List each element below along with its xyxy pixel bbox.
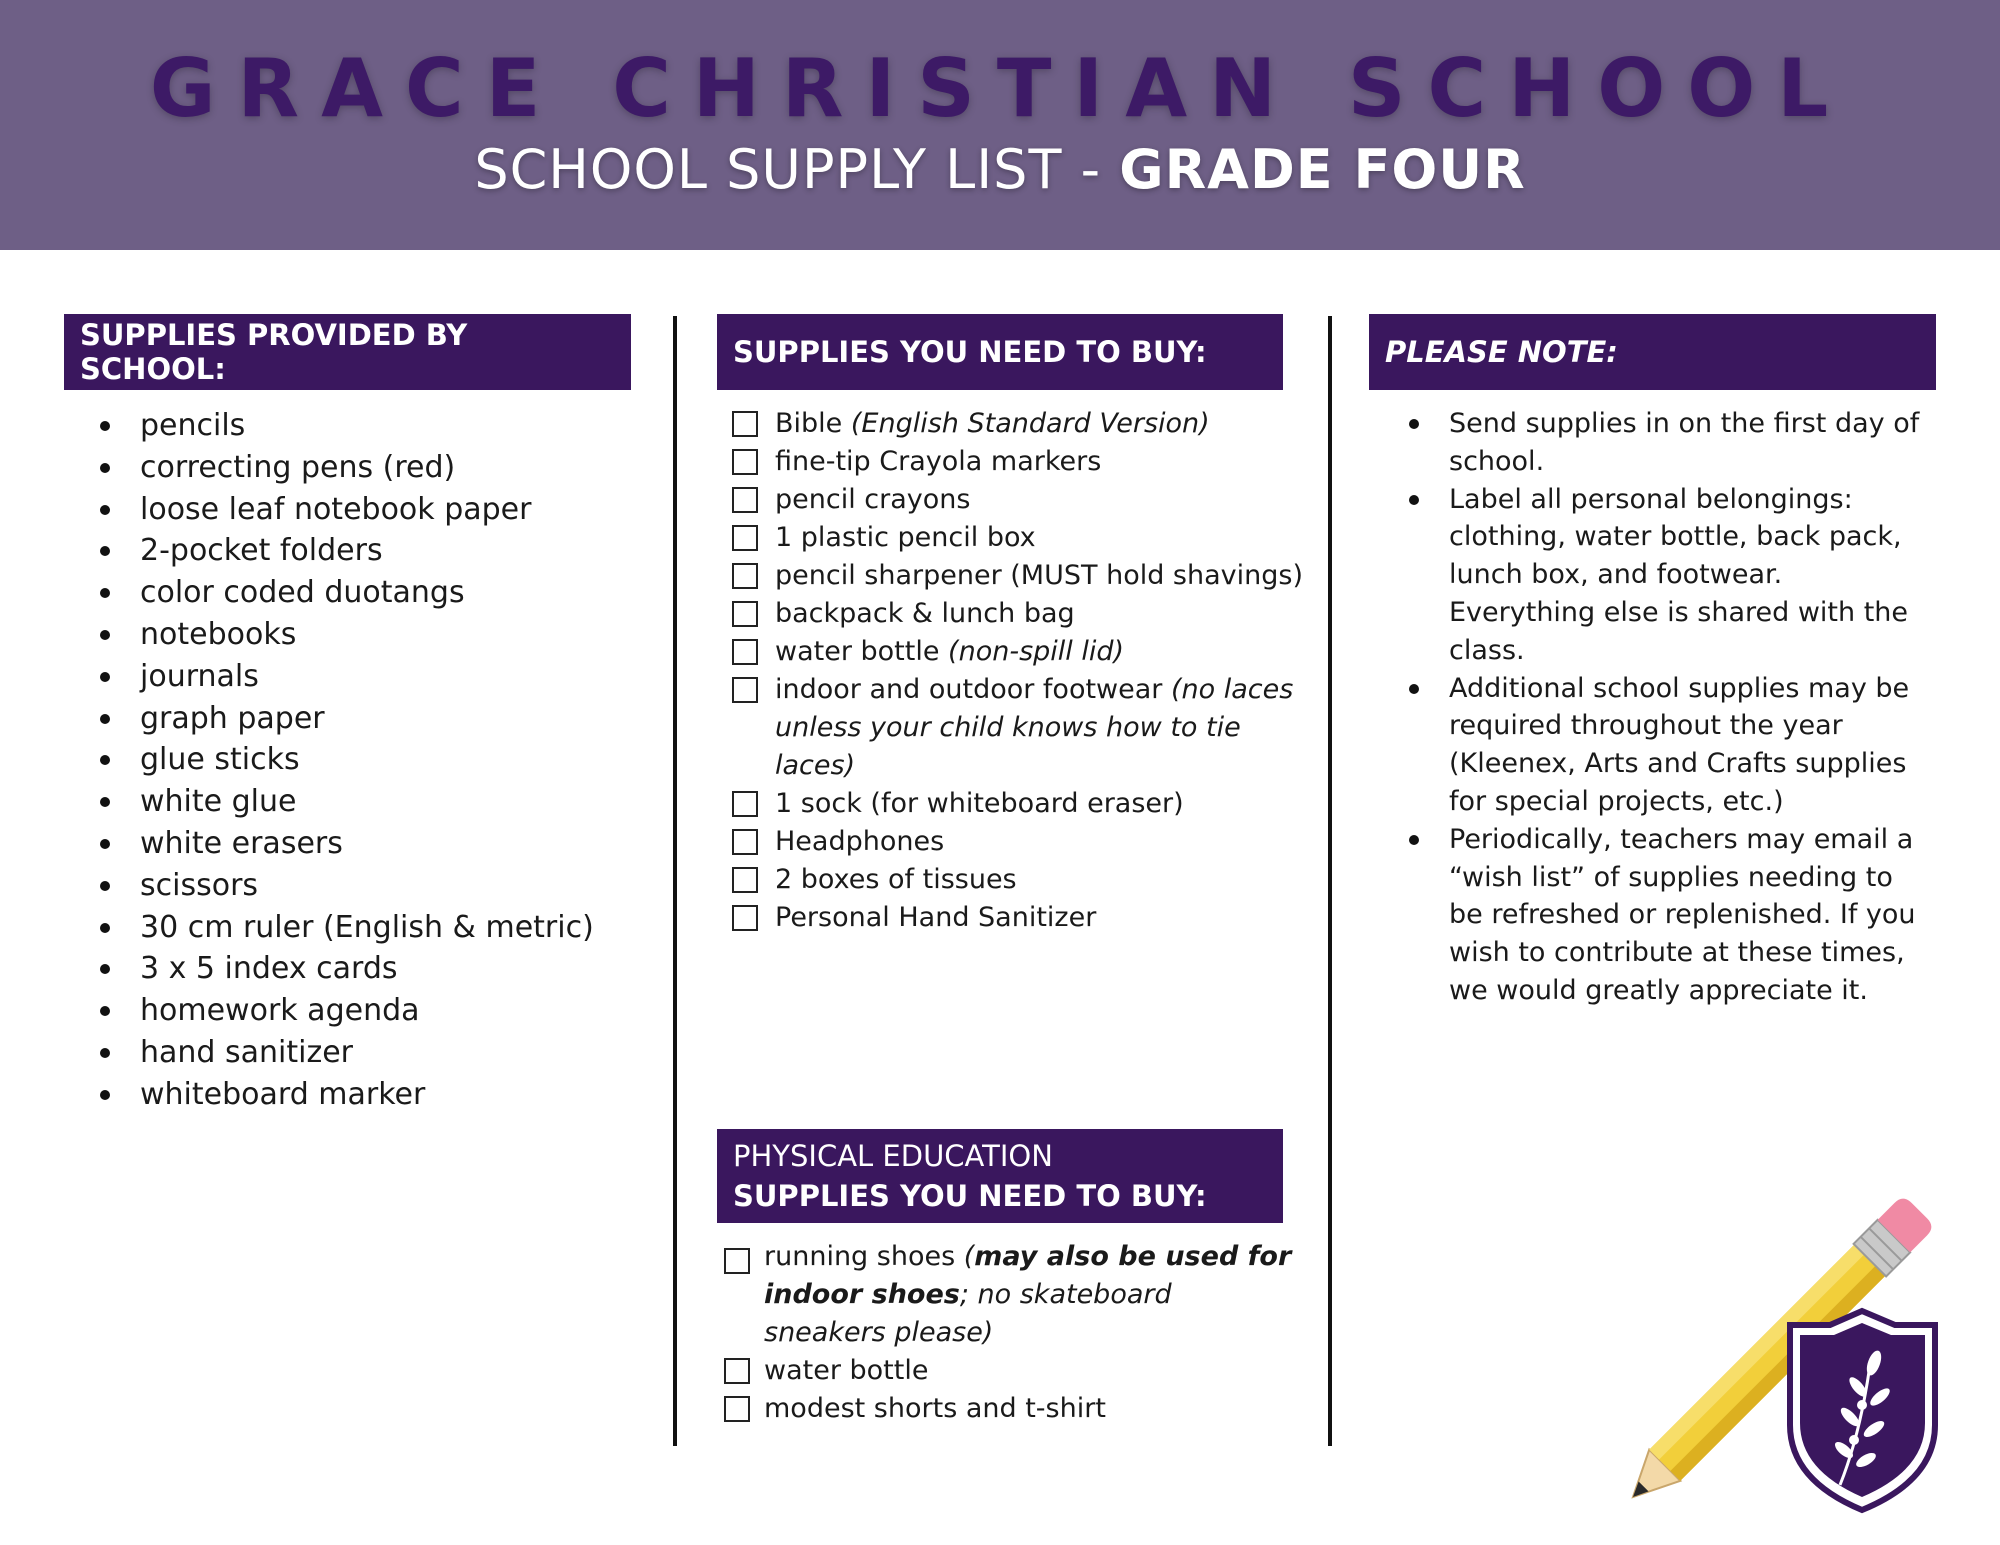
provided-heading: SUPPLIES PROVIDED BY SCHOOL: bbox=[80, 318, 468, 386]
checklist-item bbox=[732, 443, 1307, 481]
buy-list bbox=[732, 405, 1307, 937]
note-heading-box bbox=[1369, 314, 1936, 390]
checkbox[interactable] bbox=[724, 1396, 750, 1422]
column-divider-left bbox=[673, 316, 677, 1446]
checklist-item bbox=[732, 405, 1307, 443]
pe-list bbox=[724, 1238, 1294, 1428]
checklist-item bbox=[732, 481, 1307, 519]
checkbox[interactable] bbox=[732, 449, 758, 475]
item-text: running shoes bbox=[764, 1241, 964, 1272]
item-text: pencil sharpener (MUST hold shavings) bbox=[775, 560, 1303, 591]
list-item: glue sticks bbox=[100, 739, 640, 781]
item-text: indoor and outdoor footwear bbox=[775, 674, 1171, 705]
list-item: homework agenda bbox=[100, 990, 640, 1032]
item-text: 2 boxes of tissues bbox=[775, 864, 1017, 895]
list-item: whiteboard marker bbox=[100, 1074, 640, 1116]
item-text: Headphones bbox=[775, 826, 945, 857]
list-item: 3 x 5 index cards bbox=[100, 948, 640, 990]
school-name: GRACE CHRISTIAN SCHOOL bbox=[149, 42, 1851, 135]
list-item: Label all personal belongings: clothing, water bottle, back pack, lunch box, and footwear. Everything else is shared with the class. bbox=[1409, 481, 1929, 670]
list-item: scissors bbox=[100, 865, 640, 907]
checklist-item bbox=[732, 595, 1307, 633]
subtitle-prefix: SCHOOL SUPPLY LIST - bbox=[474, 138, 1120, 201]
item-text: fine-tip Crayola markers bbox=[775, 446, 1102, 477]
checklist-item bbox=[732, 519, 1307, 557]
checkbox[interactable] bbox=[732, 411, 758, 437]
list-item: 2-pocket folders bbox=[100, 530, 640, 572]
buy-heading-box bbox=[717, 314, 1283, 390]
subtitle-grade: GRADE FOUR bbox=[1119, 138, 1526, 201]
olive-branch-crest bbox=[1770, 1305, 1955, 1515]
list-item: color coded duotangs bbox=[100, 572, 640, 614]
provided-list bbox=[100, 405, 640, 1116]
pe-heading-line2: SUPPLIES YOU NEED TO BUY: bbox=[733, 1179, 1207, 1213]
item-text: water bottle bbox=[764, 1355, 929, 1386]
checkbox[interactable] bbox=[732, 905, 758, 931]
checklist-item bbox=[732, 823, 1307, 861]
list-item: Periodically, teachers may email a “wish list” of supplies needing to be refreshed or replenished. If you wish to contribute at these times, we would greatly appreciate it. bbox=[1409, 821, 1929, 1010]
checklist-item bbox=[732, 785, 1307, 823]
checkbox[interactable] bbox=[732, 829, 758, 855]
item-note: (no laces unless your child knows how to tie laces) bbox=[775, 674, 1294, 781]
checkbox[interactable] bbox=[732, 601, 758, 627]
list-item: white erasers bbox=[100, 823, 640, 865]
pe-heading-box bbox=[717, 1129, 1283, 1223]
list-item: Send supplies in on the first day of school. bbox=[1409, 405, 1929, 481]
pe-heading-line1: PHYSICAL EDUCATION bbox=[733, 1139, 1053, 1173]
checklist-item bbox=[732, 557, 1307, 595]
list-item: journals bbox=[100, 656, 640, 698]
checklist-item bbox=[732, 671, 1307, 785]
checkbox[interactable] bbox=[732, 639, 758, 665]
item-note-bold: may also be used for indoor shoes bbox=[764, 1241, 1292, 1310]
item-text: water bottle bbox=[775, 636, 949, 667]
checkbox[interactable] bbox=[732, 487, 758, 513]
checkbox[interactable] bbox=[724, 1358, 750, 1384]
item-text: Bible bbox=[775, 408, 851, 439]
list-item: notebooks bbox=[100, 614, 640, 656]
column-divider-right bbox=[1328, 316, 1332, 1446]
checkbox[interactable] bbox=[732, 525, 758, 551]
list-item: pencils bbox=[100, 405, 640, 447]
item-note: (English Standard Version) bbox=[850, 408, 1210, 439]
item-text: modest shorts and t-shirt bbox=[764, 1393, 1106, 1424]
list-item: hand sanitizer bbox=[100, 1032, 640, 1074]
checkbox[interactable] bbox=[732, 677, 758, 703]
item-note: (non-spill lid) bbox=[948, 636, 1125, 667]
list-item: Additional school supplies may be required throughout the year (Kleenex, Arts and Crafts supplies for special projects, etc.) bbox=[1409, 670, 1929, 821]
header-banner bbox=[0, 0, 2000, 250]
item-text: Personal Hand Sanitizer bbox=[775, 902, 1097, 933]
buy-heading: SUPPLIES YOU NEED TO BUY: bbox=[733, 335, 1207, 369]
note-list bbox=[1409, 405, 1929, 1010]
checklist-item bbox=[732, 861, 1307, 899]
provided-heading-box bbox=[64, 314, 631, 390]
list-item: correcting pens (red) bbox=[100, 447, 640, 489]
checkbox[interactable] bbox=[732, 867, 758, 893]
checkbox[interactable] bbox=[732, 791, 758, 817]
item-text: backpack & lunch bag bbox=[775, 598, 1075, 629]
item-note: ( bbox=[963, 1241, 975, 1272]
checkbox[interactable] bbox=[732, 563, 758, 589]
list-item: loose leaf notebook paper bbox=[100, 489, 640, 531]
list-item: graph paper bbox=[100, 698, 640, 740]
item-text: pencil crayons bbox=[775, 484, 971, 515]
checklist-item bbox=[724, 1352, 1294, 1390]
note-heading: PLEASE NOTE: bbox=[1385, 335, 1618, 369]
checklist-item bbox=[732, 633, 1307, 671]
page-subtitle bbox=[0, 138, 2000, 201]
list-item: white glue bbox=[100, 781, 640, 823]
checkbox[interactable] bbox=[724, 1248, 750, 1274]
item-text: 1 plastic pencil box bbox=[775, 522, 1036, 553]
item-text: 1 sock (for whiteboard eraser) bbox=[775, 788, 1184, 819]
item-note: ; no skateboard sneakers please) bbox=[764, 1279, 1172, 1348]
checklist-item bbox=[724, 1238, 1294, 1352]
list-item: 30 cm ruler (English & metric) bbox=[100, 907, 640, 949]
checklist-item bbox=[732, 899, 1307, 937]
checklist-item bbox=[724, 1390, 1294, 1428]
